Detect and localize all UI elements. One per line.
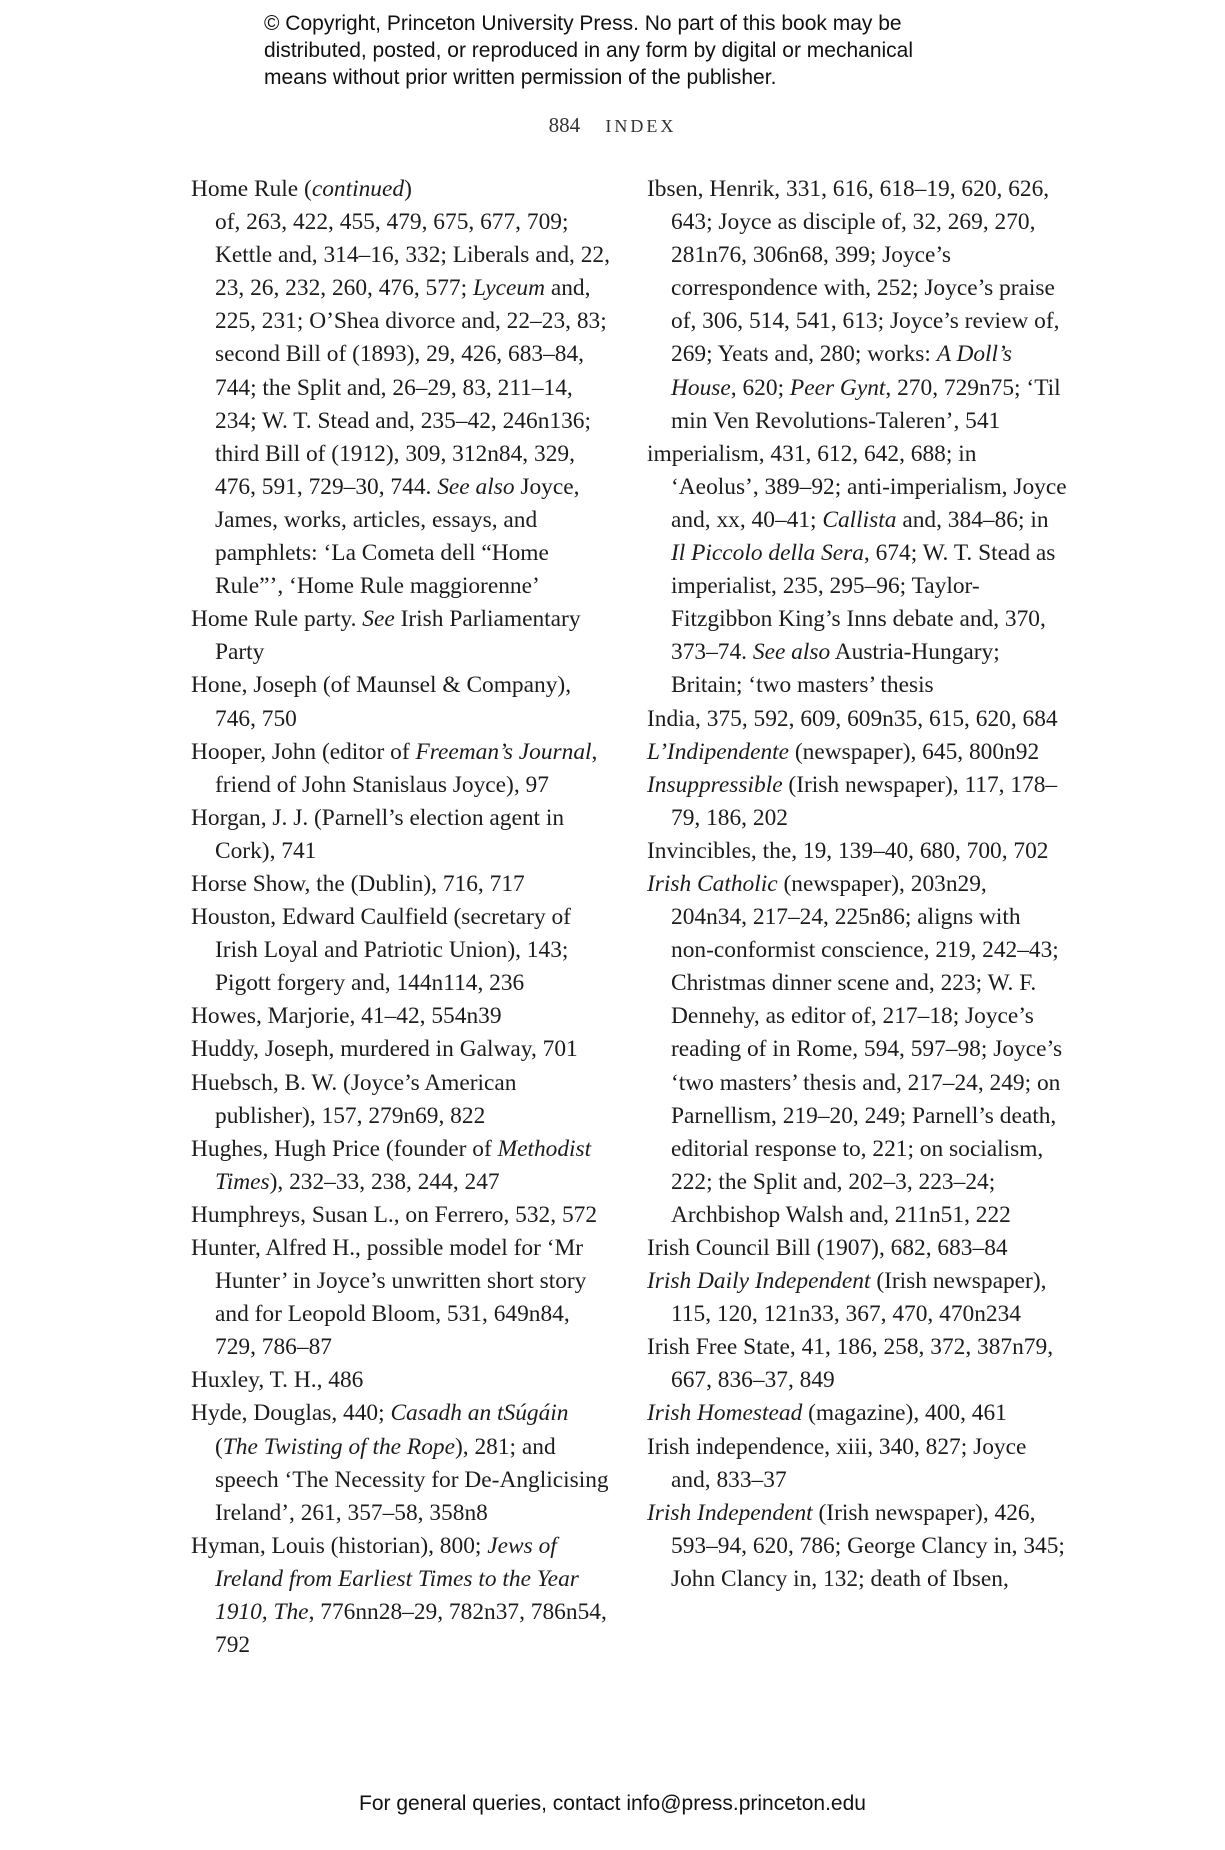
- index-entry: Irish Homestead (magazine), 400, 461: [647, 1400, 1007, 1427]
- index-entry: Humphreys, Susan L., on Ferrero, 532, 572: [191, 1201, 598, 1228]
- index-entry: Hyman, Louis (historian), 800; Jews of Ireland from Earliest Times to the Year 1910, The, 776nn28–29, 782n37, 786n54, 792: [191, 1532, 607, 1659]
- index-entry: Houston, Edward Caulfield (secretary of Irish Loyal and Patriotic Union), 143; Pigott forgery and, 144n114, 236: [191, 904, 571, 997]
- index-entry: imperialism, 431, 612, 642, 688; in ‘Aeolus’, 389–92; anti-imperialism, Joyce and, xx, 40–41; Callista and, 384–86; in Il Piccolo della Sera, 674; W. T. Stead as imperialist, 235, 295–96; Taylor-Fitzgibbon King’s Inns debate and, 370, 373–74. See also Austria-Hungary; Britain; ‘two masters’ thesis: [647, 440, 1067, 699]
- copyright-line: distributed, posted, or reproduced in any form by digital or mechanical: [264, 39, 914, 62]
- index-entry: Horse Show, the (Dublin), 716, 717: [191, 870, 525, 897]
- index-entry: Irish independence, xiii, 340, 827; Joyce and, 833–37: [647, 1433, 1027, 1493]
- index-entry: Hone, Joseph (of Maunsel & Company), 746, 750: [191, 672, 572, 732]
- index-entry: Irish Catholic (newspaper), 203n29, 204n34, 217–24, 225n86; aligns with non-conformist conscience, 219, 242–43; Christmas dinner scene and, 223; W. F. Dennehy, as editor of, 217–18; Joyce’s reading of in Rome, 594, 597–98; Joyce’s ‘two masters’ thesis and, 217–24, 249; on Parnellism, 219–20, 249; Parnell’s death, editorial response to, 221; on socialism, 222; the Split and, 202–3, 223–24; Archbishop Walsh and, 211n51, 222: [647, 870, 1063, 1228]
- index-entry: L’Indipendente (newspaper), 645, 800n92: [647, 738, 1040, 765]
- copyright-line: means without prior written permission of the publisher.: [264, 66, 777, 89]
- index-entry: Irish Free State, 41, 186, 258, 372, 387n79, 667, 836–37, 849: [647, 1334, 1054, 1394]
- index-entry: Hooper, John (editor of Freeman’s Journal, friend of John Stanislaus Joyce), 97: [191, 738, 598, 798]
- copyright-line: © Copyright, Princeton University Press. No part of this book may be: [264, 12, 902, 35]
- left-column: [191, 173, 611, 1662]
- index-entry: Home Rule (continued): [191, 176, 412, 202]
- index-entry: Huebsch, B. W. (Joyce’s American publisher), 157, 279n69, 822: [191, 1069, 517, 1129]
- index-entry: Irish Council Bill (1907), 682, 683–84: [647, 1235, 1008, 1261]
- index-entry: Invincibles, the, 19, 139–40, 680, 700, 702: [647, 837, 1049, 864]
- index-entry: Ibsen, Henrik, 331, 616, 618–19, 620, 626, 643; Joyce as disciple of, 32, 269, 270, 281n76, 306n68, 399; Joyce’s correspondence with, 252; Joyce’s praise of, 306, 514, 541, 613; Joyce’s review of, 269; Yeats and, 280; works: A Doll’s House, 620; Peer Gynt, 270, 729n75; ‘Til min Ven Revolutions-Taleren’, 541: [647, 176, 1061, 434]
- index-entry: Home Rule party. See Irish Parliamentary Party: [191, 606, 581, 666]
- section-title: INDEX: [605, 116, 677, 136]
- index-entry: Irish Independent (Irish newspaper), 426, 593–94, 620, 786; George Clancy in, 345; John Clancy in, 132; death of Ibsen,: [647, 1499, 1065, 1592]
- index-entry: Hughes, Hugh Price (founder of Methodist Times), 232–33, 238, 244, 247: [191, 1135, 592, 1195]
- footer-contact: For general queries, contact info@press.princeton.edu: [359, 1792, 866, 1815]
- index-entry: Horgan, J. J. (Parnell’s election agent in Cork), 741: [191, 804, 565, 864]
- index-entry: Hyde, Douglas, 440; Casadh an tSúgáin (The Twisting of the Rope), 281; and speech ‘The Necessity for De-Anglicising Ireland’, 261, 357–58, 358n8: [191, 1400, 609, 1526]
- index-entry: Howes, Marjorie, 41–42, 554n39: [191, 1003, 502, 1030]
- index-entry: India, 375, 592, 609, 609n35, 615, 620, 684: [647, 705, 1058, 732]
- index-entry: Insuppressible (Irish newspaper), 117, 178–79, 186, 202: [647, 771, 1058, 831]
- page-number: 884: [548, 113, 581, 137]
- index-entry: Irish Daily Independent (Irish newspaper), 115, 120, 121n33, 367, 470, 470n234: [647, 1268, 1047, 1328]
- right-column: [647, 173, 1067, 1596]
- index-entry-continuation: of, 263, 422, 455, 479, 675, 677, 709; Kettle and, 314–16, 332; Liberals and, 22, 23, 26, 232, 260, 476, 577; Lyceum and, 225, 231; O’Shea divorce and, 22–23, 83; second Bill of (1893), 29, 426, 683–84, 744; the Split and, 26–29, 83, 211–14, 234; W. T. Stead and, 235–42, 246n136; third Bill of (1912), 309, 312n84, 329, 476, 591, 729–30, 744. See also Joyce, James, works, articles, essays, and pamphlets: ‘La Cometa dell “Home Rule”’, ‘Home Rule maggiorenne’: [215, 209, 610, 600]
- index-entry: Huddy, Joseph, murdered in Galway, 701: [191, 1036, 578, 1063]
- running-head: [0, 113, 1225, 138]
- copyright-notice: [264, 10, 1024, 91]
- index-entry: Hunter, Alfred H., possible model for ‘Mr Hunter’ in Joyce’s unwritten short story and for Leopold Bloom, 531, 649n84, 729, 786–87: [191, 1235, 587, 1361]
- index-entry: Huxley, T. H., 486: [191, 1367, 364, 1394]
